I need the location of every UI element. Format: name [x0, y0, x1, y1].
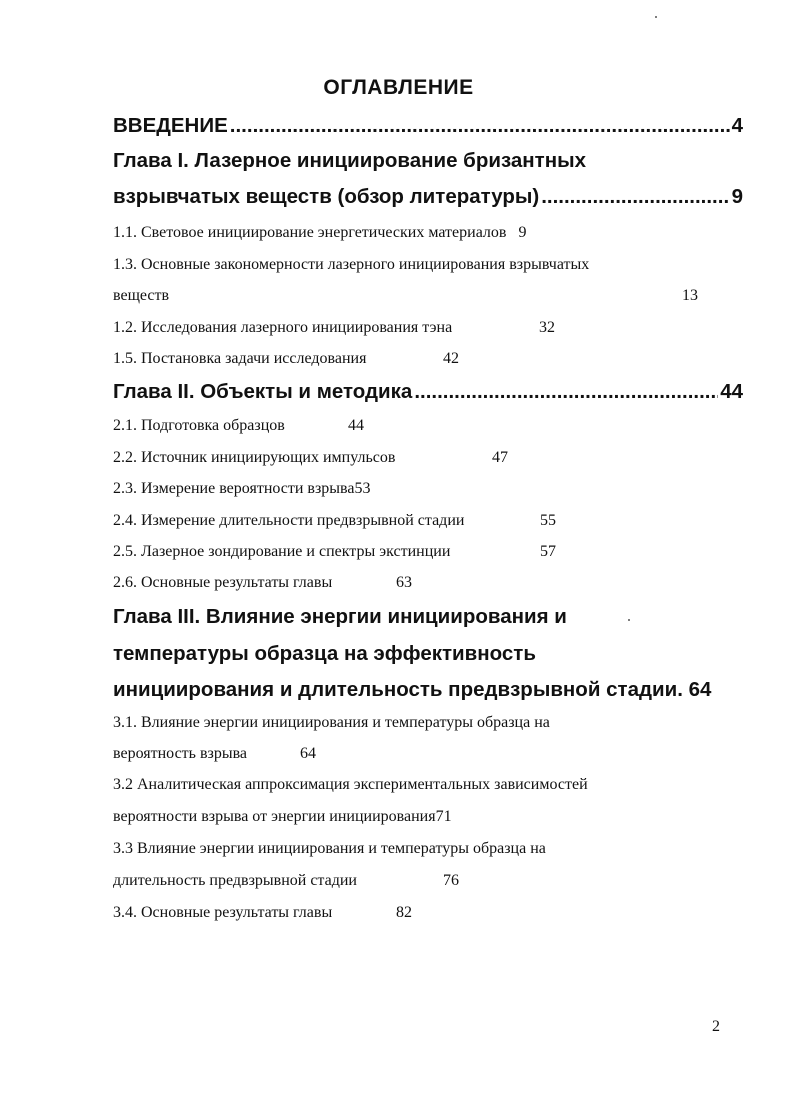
toc-page-number: 13 — [682, 287, 698, 304]
toc-entry — [113, 902, 332, 924]
toc-page-number: 76 — [443, 872, 459, 889]
toc-page-number: 44 — [720, 380, 743, 403]
toc-heading-label: Глава II. Объекты и методика — [113, 380, 413, 403]
toc-entry-continuation — [113, 285, 169, 307]
toc-heading-chapter1-line2 — [113, 183, 743, 211]
toc-entry-continuation — [113, 743, 247, 765]
toc-page-number: 42 — [443, 350, 459, 367]
toc-page-number: 55 — [540, 512, 556, 529]
toc-entry-text: длительность предвзрывной стадии — [113, 872, 357, 889]
toc-page-number: 4 — [731, 114, 743, 137]
toc-entry — [113, 348, 366, 370]
toc-heading-intro — [113, 112, 743, 140]
toc-entry-text: 2.4. Измерение длительности предвзрывной стадии — [113, 512, 465, 529]
page-title: ОГЛАВЛЕНИЕ — [323, 76, 474, 99]
toc-heading-chapter3-line2: температуры образца на эффективность — [113, 642, 536, 665]
toc-heading-chapter1-line1: Глава I. Лазерное инициирование бризантных — [113, 149, 587, 172]
toc-entry-text: 2.2. Источник инициирующих импульсов — [113, 449, 396, 466]
toc-heading-label: ВВЕДЕНИЕ — [113, 114, 228, 137]
toc-entry — [113, 222, 526, 244]
toc-page-number: 53 — [354, 480, 371, 497]
toc-entry-continuation — [113, 806, 452, 828]
toc-entry-text: веществ — [113, 287, 170, 304]
toc-page-number: 9 — [731, 185, 743, 208]
toc-entry-text: 2.5. Лазерное зондирование и спектры экстинции — [113, 543, 451, 560]
scan-speck — [655, 16, 657, 18]
toc-page-number: 44 — [348, 417, 364, 434]
toc-entry — [113, 572, 332, 594]
toc-leader-dots — [541, 183, 729, 211]
toc-entry — [113, 415, 285, 437]
toc-entry-text: 3.2 Аналитическая аппроксимация экспериментальных зависимостей — [113, 776, 588, 793]
toc-entry — [113, 774, 588, 796]
toc-entry-text: 3.4. Основные результаты главы — [113, 904, 333, 921]
toc-entry — [113, 317, 452, 339]
toc-entry — [113, 478, 371, 500]
toc-entry — [113, 712, 550, 734]
toc-entry — [113, 447, 395, 469]
toc-heading-chapter3-line1: Глава III. Влияние энергии инициирования и — [113, 605, 567, 628]
toc-heading-chapter3-line3 — [113, 676, 743, 704]
toc-entry-text: 2.1. Подготовка образцов — [113, 417, 285, 434]
toc-entry-text: 3.1. Влияние энергии инициирования и температуры образца на — [113, 714, 550, 731]
toc-page-number: 64 — [688, 678, 712, 701]
toc-entry-text: 1.5. Постановка задачи исследования — [113, 350, 367, 367]
toc-entry — [113, 541, 450, 563]
toc-entry-text: 1.2. Исследования лазерного инициирования тэна — [113, 319, 453, 336]
toc-entry-text: 3.3 Влияние энергии инициирования и температуры образца на — [113, 840, 546, 857]
toc-page-number: 9 — [518, 224, 527, 241]
toc-page-number: 32 — [539, 319, 555, 336]
toc-leader-dots — [414, 378, 718, 406]
toc-heading-label: взрывчатых веществ (обзор литературы) — [113, 185, 540, 208]
toc-entry-text: 1.3. Основные закономерности лазерного инициирования взрывчатых — [113, 256, 590, 273]
toc-entry-continuation — [113, 870, 357, 892]
toc-page-number: 57 — [540, 543, 556, 560]
toc-leader-dots — [230, 112, 730, 140]
toc-page-number: 63 — [396, 574, 412, 591]
toc-entry-text: вероятность взрыва — [113, 745, 248, 762]
toc-entry — [113, 254, 589, 276]
toc-entry-text: 2.6. Основные результаты главы — [113, 574, 333, 591]
toc-entry — [113, 510, 464, 532]
toc-entry-text: вероятности взрыва от энергии инициирования — [113, 808, 436, 825]
toc-heading-label: инициирования и длительность предвзрывной стадии. — [113, 678, 683, 701]
page-number: 2 — [712, 1018, 720, 1035]
toc-page-number: 64 — [300, 745, 316, 762]
toc-entry — [113, 838, 546, 860]
toc-page-number: 71 — [435, 808, 452, 825]
toc-entry-text: 2.3. Измерение вероятности взрыва — [113, 480, 355, 497]
toc-page-number: 47 — [492, 449, 508, 466]
toc-heading-chapter2 — [113, 378, 743, 406]
toc-entry-text: 1.1. Световое инициирование энергетических материалов — [113, 224, 507, 241]
toc-page-number: 82 — [396, 904, 412, 921]
